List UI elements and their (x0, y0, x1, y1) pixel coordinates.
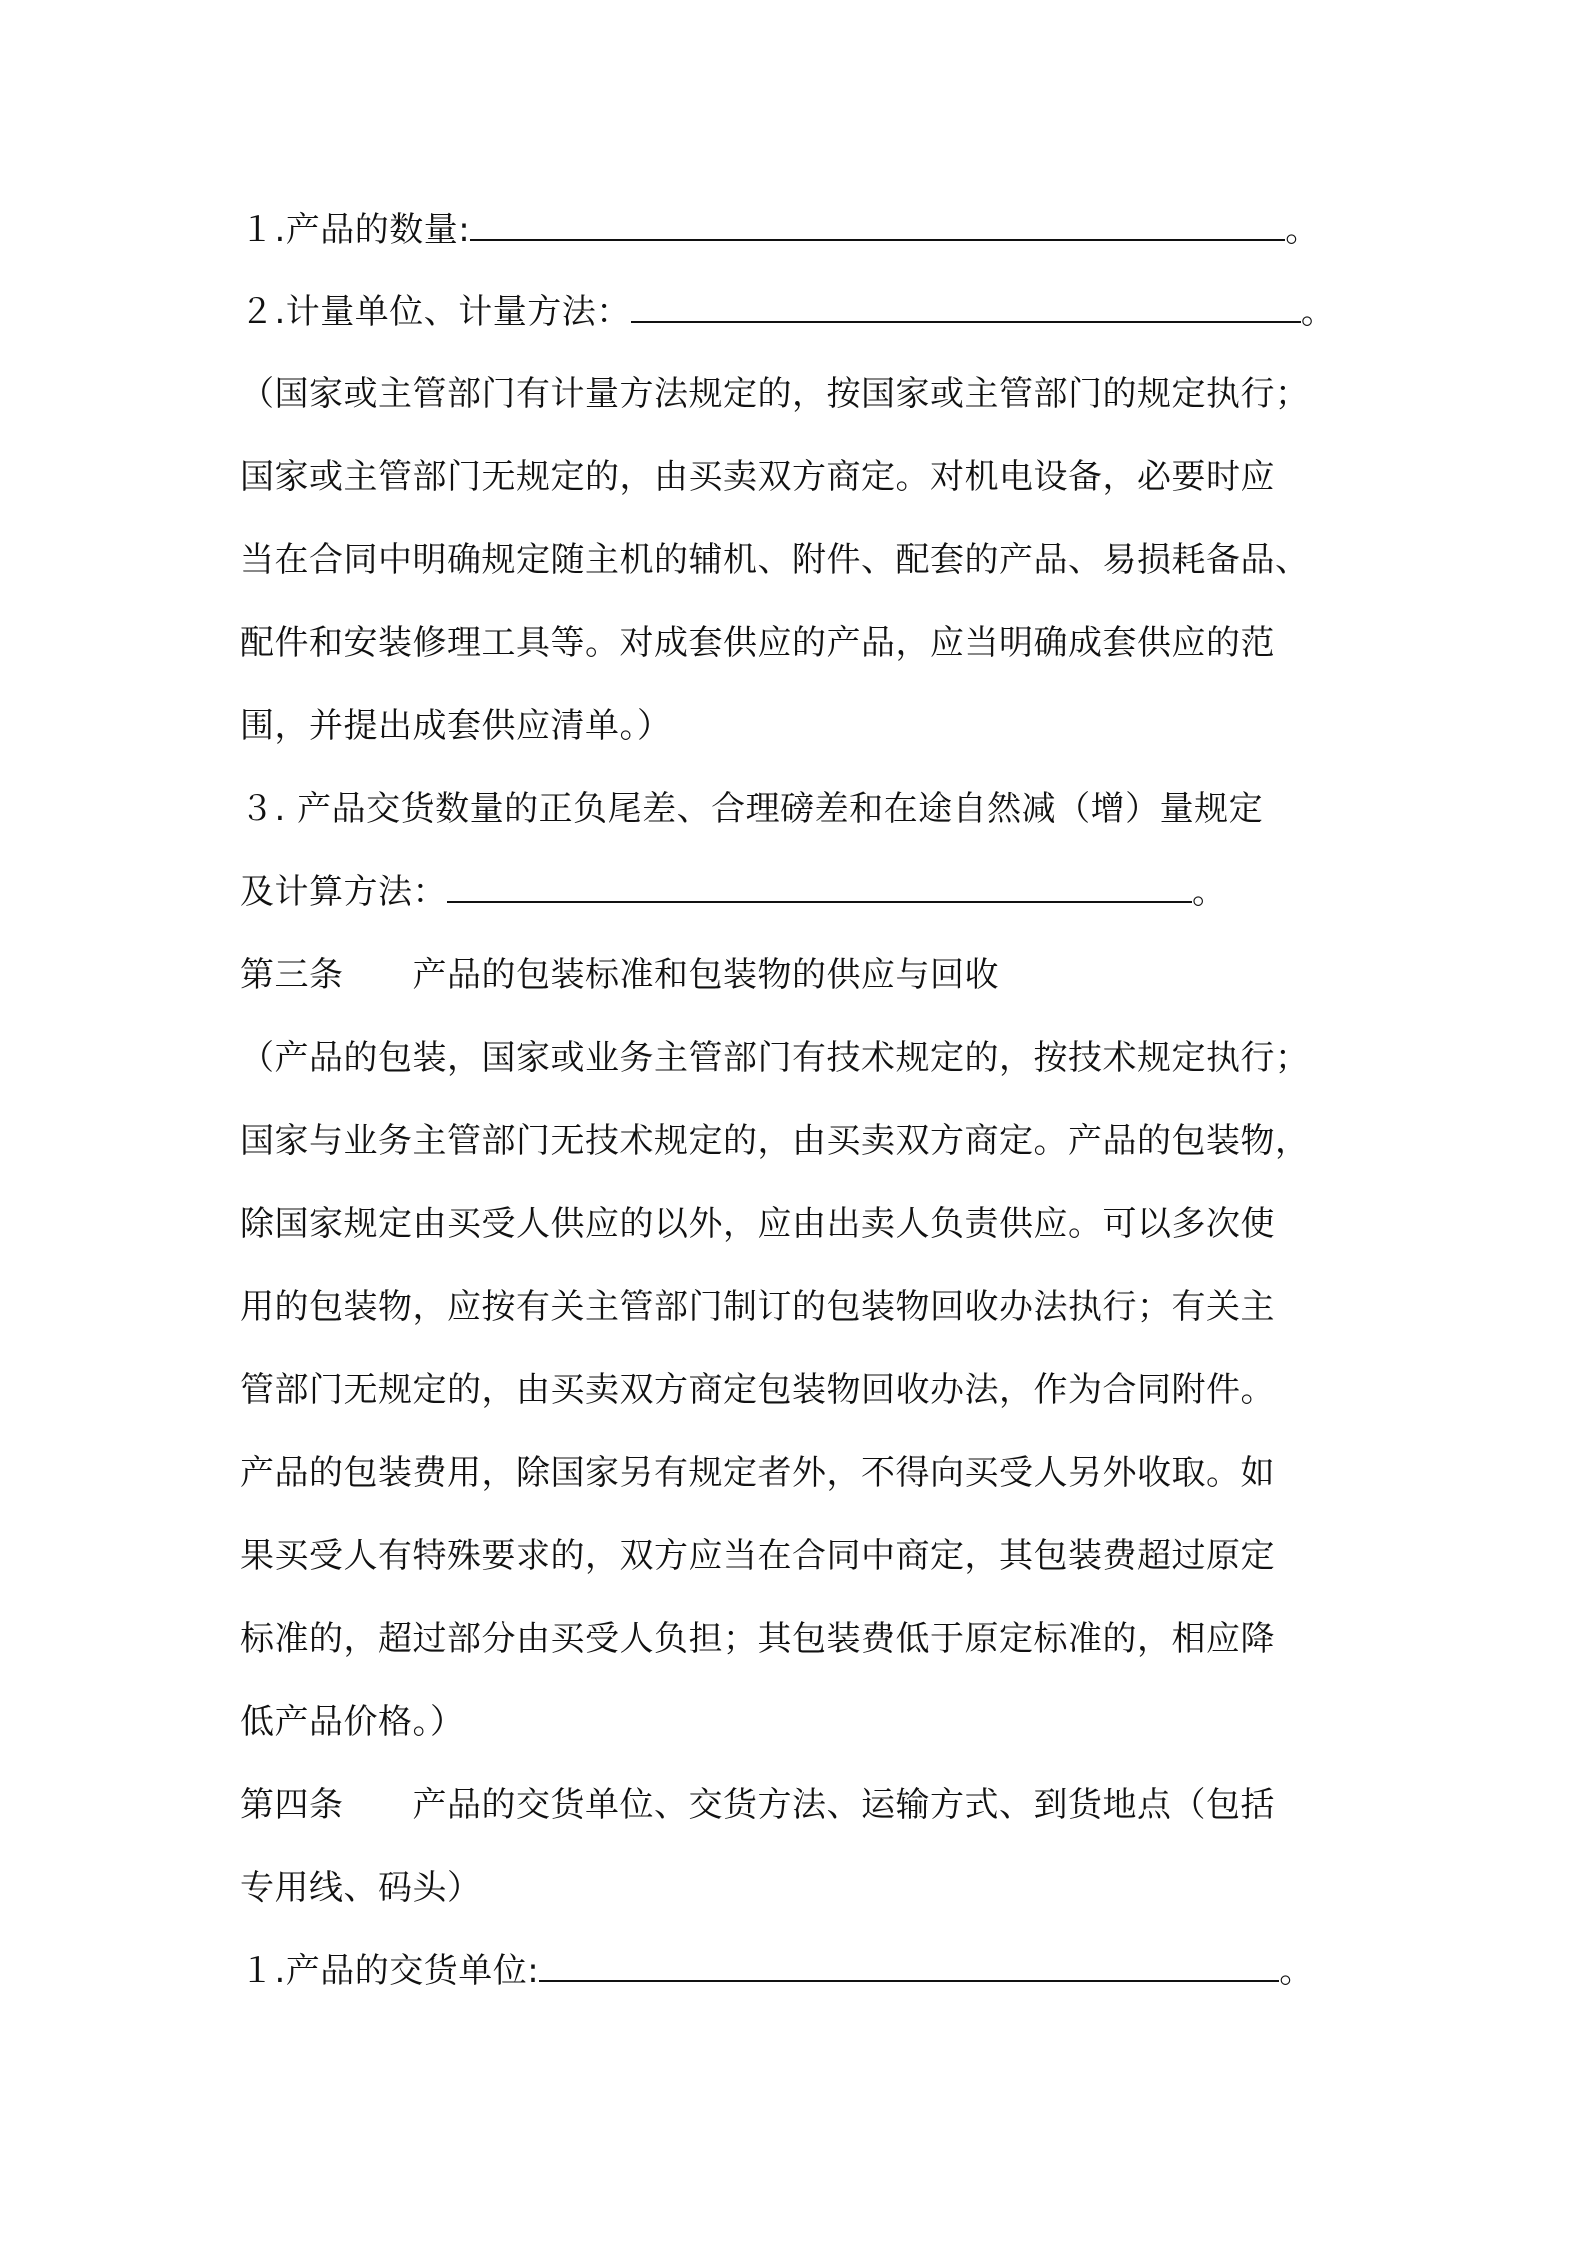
item-2-blank-line[interactable] (631, 291, 1301, 323)
item-delivery-unit (240, 1949, 1314, 1993)
note-1-line-4: 配件和安装修理工具等。对成套供应的产品，应当明确成套供应的范 (240, 623, 1275, 663)
item-3-blank-line[interactable] (447, 871, 1192, 903)
note-2-line-2: 国家与业务主管部门无技术规定的，由买卖双方商定。产品的包装物， (240, 1121, 1310, 1161)
delivery-unit-blank-line[interactable] (539, 1950, 1279, 1982)
delivery-unit-end: 。 (1279, 1951, 1314, 1991)
note-2-line-5: 管部门无规定的，由买卖双方商定包装物回收办法，作为合同附件。 (240, 1370, 1275, 1410)
note-2-line-8: 标准的，超过部分由买受人负担；其包装费低于原定标准的，相应降 (240, 1619, 1275, 1659)
note-2-line-6: 产品的包装费用，除国家另有规定者外，不得向买受人另外收取。如 (240, 1453, 1275, 1493)
article-4-heading-line-1: 第四条 产品的交货单位、交货方法、运输方式、到货地点（包括 (240, 1785, 1275, 1825)
article-3-heading: 第三条 产品的包装标准和包装物的供应与回收 (240, 955, 999, 995)
item-1-label: １.产品的数量: (240, 210, 471, 250)
item-3-line-1: ３. 产品交货数量的正负尾差、合理磅差和在途自然减（增）量规定 (240, 789, 1264, 829)
note-2-line-4: 用的包装物，应按有关主管部门制订的包装物回收办法执行；有关主 (240, 1287, 1275, 1327)
note-1-line-5: 围，并提出成套供应清单。） (240, 706, 672, 746)
item-2-end: 。 (1300, 292, 1336, 332)
item-2-measurement-unit (240, 290, 1335, 334)
note-2-line-9: 低产品价格。） (240, 1702, 465, 1742)
item-3-end: 。 (1192, 872, 1227, 912)
note-2-line-7: 果买受人有特殊要求的，双方应当在合同中商定，其包装费超过原定 (240, 1536, 1275, 1576)
item-1-end: 。 (1285, 210, 1320, 250)
item-1-blank-line[interactable] (470, 209, 1285, 241)
article-4-heading-line-2: 专用线、码头） (240, 1868, 482, 1908)
item-2-label: ２.计量单位、计量方法： (240, 292, 631, 332)
note-1-line-3: 当在合同中明确规定随主机的辅机、附件、配套的产品、易损耗备品、 (240, 540, 1310, 580)
note-2-line-1: （产品的包装，国家或业务主管部门有技术规定的，按技术规定执行； (240, 1038, 1310, 1078)
note-1-line-2: 国家或主管部门无规定的，由买卖双方商定。对机电设备，必要时应 (240, 457, 1275, 497)
item-3-label: 及计算方法： (240, 872, 447, 912)
item-3-line-2 (240, 870, 1227, 914)
delivery-unit-label: １.产品的交货单位: (240, 1951, 540, 1991)
note-1-line-1: （国家或主管部门有计量方法规定的，按国家或主管部门的规定执行； (240, 374, 1310, 414)
item-1-product-quantity (240, 208, 1320, 252)
note-2-line-3: 除国家规定由买受人供应的以外，应由出卖人负责供应。可以多次使 (240, 1204, 1275, 1244)
